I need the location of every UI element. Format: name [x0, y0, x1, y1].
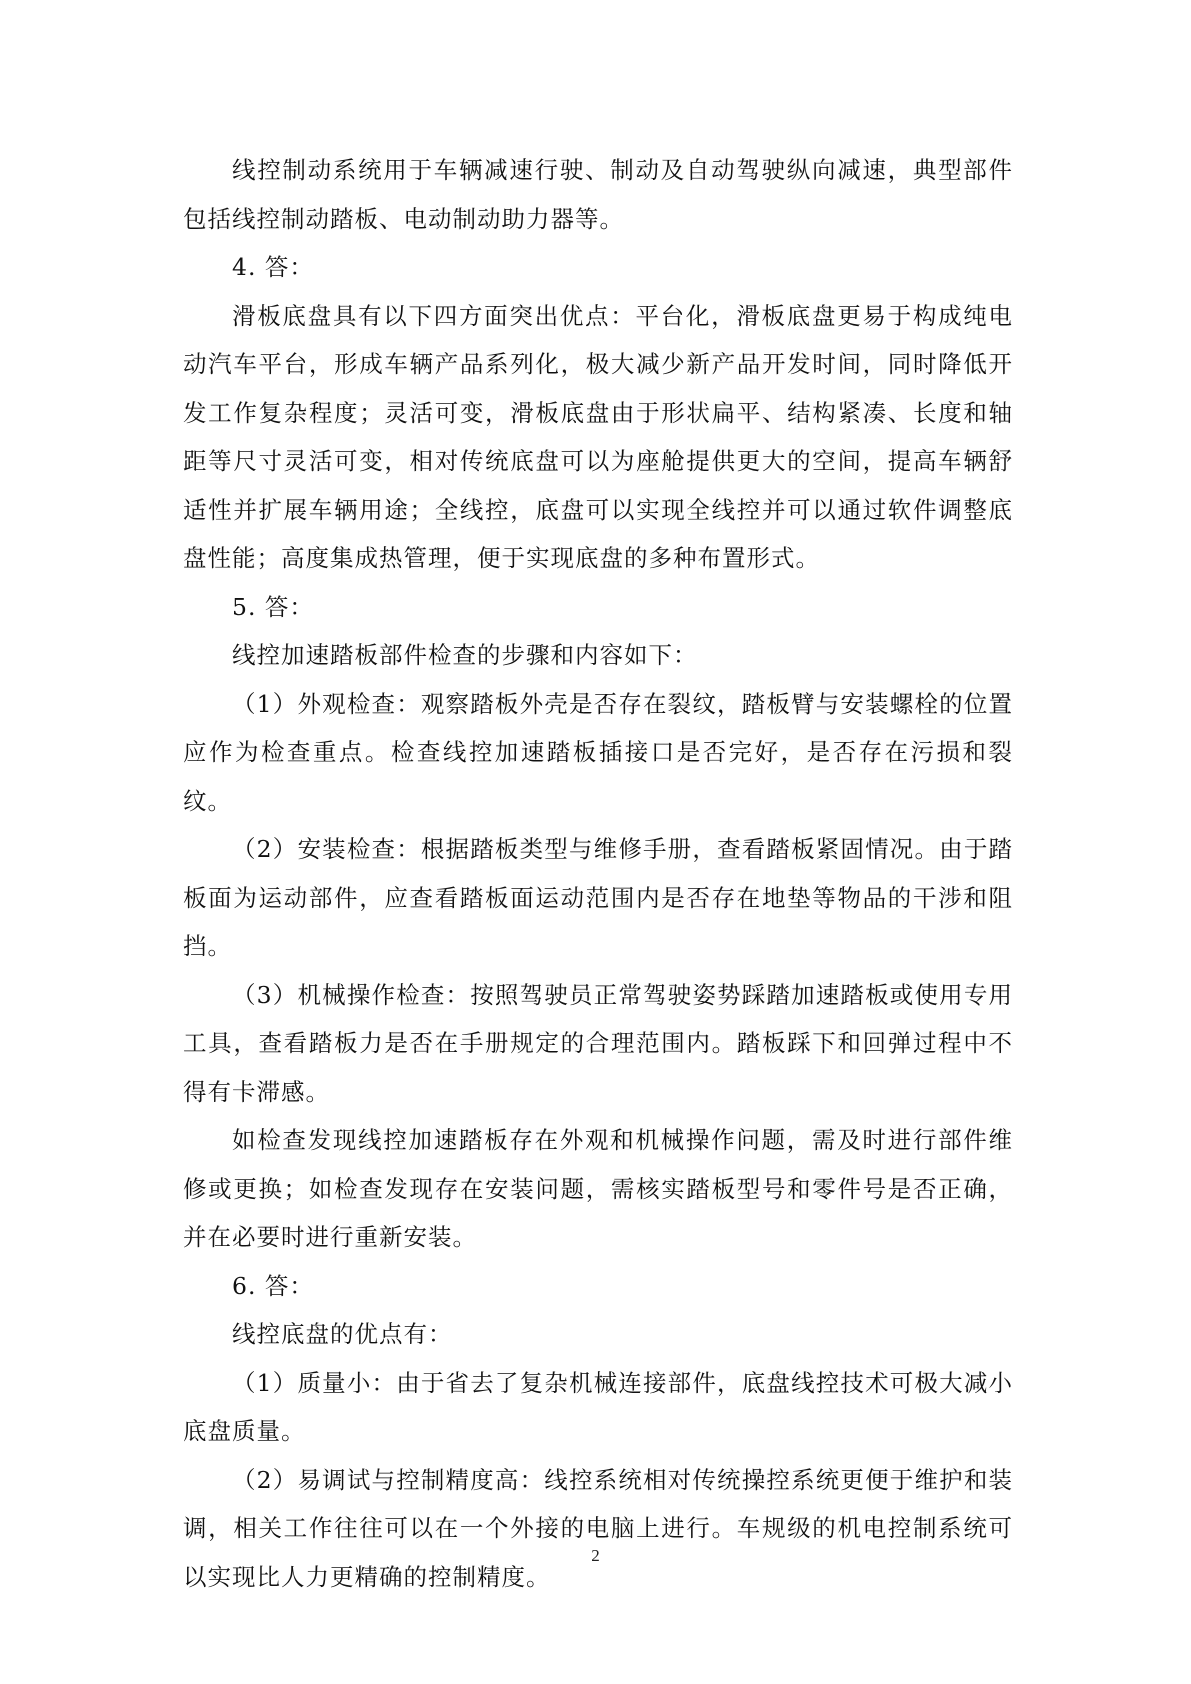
paragraph-pedal-check-2: （2）安装检查：根据踏板类型与维修手册，查看踏板紧固情况。由于踏板面为运动部件，应查看踏板面运动范围内是否存在地垫等物品的干涉和阻挡。 [183, 835, 1013, 960]
page-number: 2 [591, 1546, 600, 1565]
heading-answer-4: 4. 答： [232, 253, 314, 281]
paragraph-pedal-check-1: （1）外观检查：观察踏板外壳是否存在裂纹，踏板臂与安装螺栓的位置应作为检查重点。检查线控加速踏板插接口是否完好，是否存在污损和裂纹。 [183, 689, 1013, 815]
paragraph-brake-by-wire: 线控制动系统用于车辆减速行驶、制动及自动驾驶纵向减速，典型部件包括线控制动踏板、电动制动助力器等。 [183, 156, 1013, 233]
paragraph-pedal-check-followup: 如检查发现线控加速踏板存在外观和机械操作问题，需及时进行部件维修或更换；如检查发现存在安装问题，需核实踏板型号和零件号是否正确，并在必要时进行重新安装。 [183, 1126, 1013, 1251]
paragraph-skateboard-advantages: 滑板底盘具有以下四方面突出优点：平台化，滑板底盘更易于构成纯电动汽车平台，形成车辆产品系列化，极大减少新产品开发时间，同时降低开发工作复杂程度；灵活可变，滑板底盘由于形状扁平、结构紧凑、长度和轴距等尺寸灵活可变，相对传统底盘可以为座舱提供更大的空间，提高车辆舒适性并扩展车辆用途；全线控，底盘可以实现全线控并可以通过软件调整底盘性能；高度集成热管理，便于实现底盘的多种布置形式。 [183, 301, 1013, 572]
heading-answer-6: 6. 答： [232, 1271, 314, 1300]
paragraph-pedal-check-3: （3）机械操作检查：按照驾驶员正常驾驶姿势踩踏加速踏板或使用专用工具，查看踏板力是否在手册规定的合理范围内。踏板踩下和回弹过程中不得有卡滞感。 [183, 980, 1013, 1106]
paragraph-wire-chassis-2: （2）易调试与控制精度高：线控系统相对传统操控系统更便于维护和装调，相关工作往往可以在一个外接的电脑上进行。车规级的机电控制系统可以实现比人力更精确的控制精度。 [183, 1465, 1013, 1591]
page-body [183, 146, 1013, 1601]
paragraph-wire-chassis-intro: 线控底盘的优点有： [232, 1320, 453, 1348]
paragraph-pedal-check-intro: 线控加速踏板部件检查的步骤和内容如下： [232, 641, 698, 669]
heading-answer-5: 5. 答： [232, 592, 314, 621]
paragraph-wire-chassis-1: （1）质量小：由于省去了复杂机械连接部件，底盘线控技术可极大减小底盘质量。 [183, 1368, 1013, 1445]
